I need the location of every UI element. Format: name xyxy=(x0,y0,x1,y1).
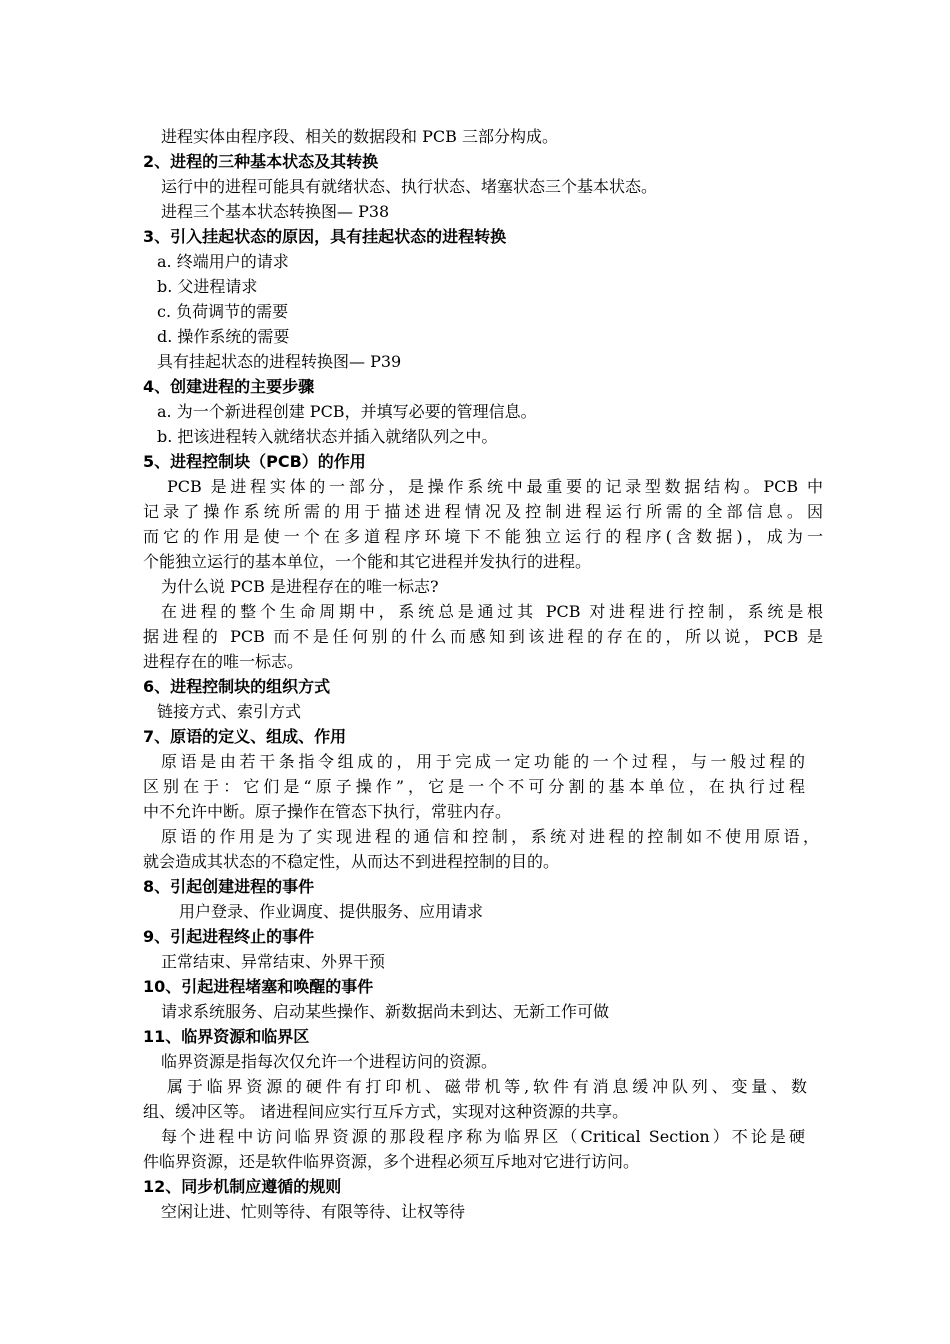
paragraph-line: 进程实体由程序段、相关的数据段和 PCB 三部分构成。 xyxy=(161,127,558,146)
list-item: a. 终端用户的请求 xyxy=(157,252,289,271)
paragraph-line: 具有挂起状态的进程转换图— P39 xyxy=(157,352,402,371)
section-heading: 6、进程控制块的组织方式 xyxy=(143,677,331,696)
paragraph-line: 个能独立运行的基本单位，一个能和其它进程并发执行的进程。 xyxy=(143,552,592,571)
section-heading: 3、引入挂起状态的原因，具有挂起状态的进程转换 xyxy=(143,227,507,246)
paragraph-line: 请求系统服务、启动某些操作、新数据尚未到达、无新工作可做 xyxy=(161,1002,610,1021)
section-heading: 2、进程的三种基本状态及其转换 xyxy=(143,152,379,171)
section-heading: 9、引起进程终止的事件 xyxy=(143,927,315,946)
paragraph-line: 进程存在的唯一标志。 xyxy=(143,652,304,671)
paragraph-line: 每个进程中访问临界资源的那段程序称为临界区（Critical Section）不论是硬 xyxy=(161,1127,805,1146)
paragraph-line: 原语是由若干条指令组成的，用于完成一定功能的一个过程，与一般过程的 xyxy=(161,752,805,771)
paragraph-line: 进程三个基本状态转换图— P38 xyxy=(161,202,390,221)
paragraph-line: 为什么说 PCB 是进程存在的唯一标志? xyxy=(161,577,439,596)
section-heading: 8、引起创建进程的事件 xyxy=(143,877,315,896)
list-item: a. 为一个新进程创建 PCB，并填写必要的管理信息。 xyxy=(157,402,537,421)
paragraph-line: 组、缓冲区等。 诸进程间应实行互斥方式，实现对这种资源的共享。 xyxy=(143,1102,629,1121)
list-item: c. 负荷调节的需要 xyxy=(157,302,289,321)
paragraph-line: 记录了操作系统所需的用于描述进程情况及控制进程运行所需的全部信息。因 xyxy=(143,502,823,521)
paragraph-line: 临界资源是指每次仅允许一个进程访问的资源。 xyxy=(161,1052,498,1071)
paragraph-line: PCB 是进程实体的一部分，是操作系统中最重要的记录型数据结构。PCB 中 xyxy=(167,477,823,496)
paragraph-line: 在进程的整个生命周期中，系统总是通过其 PCB 对进程进行控制，系统是根 xyxy=(161,602,823,621)
list-item: b. 父进程请求 xyxy=(157,277,258,296)
paragraph-line: 空闲让进、忙则等待、有限等待、让权等待 xyxy=(161,1202,466,1221)
list-item: b. 把该进程转入就绪状态并插入就绪队列之中。 xyxy=(157,427,498,446)
paragraph-line: 正常结束、异常结束、外界干预 xyxy=(161,952,386,971)
section-heading: 7、原语的定义、组成、作用 xyxy=(143,727,347,746)
paragraph-line: 据进程的 PCB 而不是任何别的什么而感知到该进程的存在的，所以说，PCB 是 xyxy=(143,627,823,646)
section-heading: 5、进程控制块（PCB）的作用 xyxy=(143,452,366,471)
paragraph-line: 而它的作用是使一个在多道程序环境下不能独立运行的程序(含数据)，成为一 xyxy=(143,527,823,546)
paragraph-line: 区别在于：它们是“原子操作”，它是一个不可分割的基本单位，在执行过程 xyxy=(143,777,805,796)
list-item: d. 操作系统的需要 xyxy=(157,327,290,346)
section-heading: 10、引起进程堵塞和唤醒的事件 xyxy=(143,977,374,996)
paragraph-line: 中不允许中断。原子操作在管态下执行，常驻内存。 xyxy=(143,802,512,821)
paragraph-line: 链接方式、索引方式 xyxy=(157,702,302,721)
paragraph-line: 用户登录、作业调度、提供服务、应用请求 xyxy=(179,902,484,921)
paragraph-line: 运行中的进程可能具有就绪状态、执行状态、堵塞状态三个基本状态。 xyxy=(161,177,658,196)
paragraph-line: 件临界资源，还是软件临界资源，多个进程必须互斥地对它进行访问。 xyxy=(143,1152,640,1171)
paragraph-line: 属于临界资源的硬件有打印机、磁带机等,软件有消息缓冲队列、变量、数 xyxy=(167,1077,807,1096)
section-heading: 11、临界资源和临界区 xyxy=(143,1027,310,1046)
section-heading: 4、创建进程的主要步骤 xyxy=(143,377,315,396)
paragraph-line: 就会造成其状态的不稳定性，从而达不到进程控制的目的。 xyxy=(143,852,560,871)
section-heading: 12、同步机制应遵循的规则 xyxy=(143,1177,342,1196)
paragraph-line: 原语的作用是为了实现进程的通信和控制，系统对进程的控制如不使用原语， xyxy=(161,827,819,846)
